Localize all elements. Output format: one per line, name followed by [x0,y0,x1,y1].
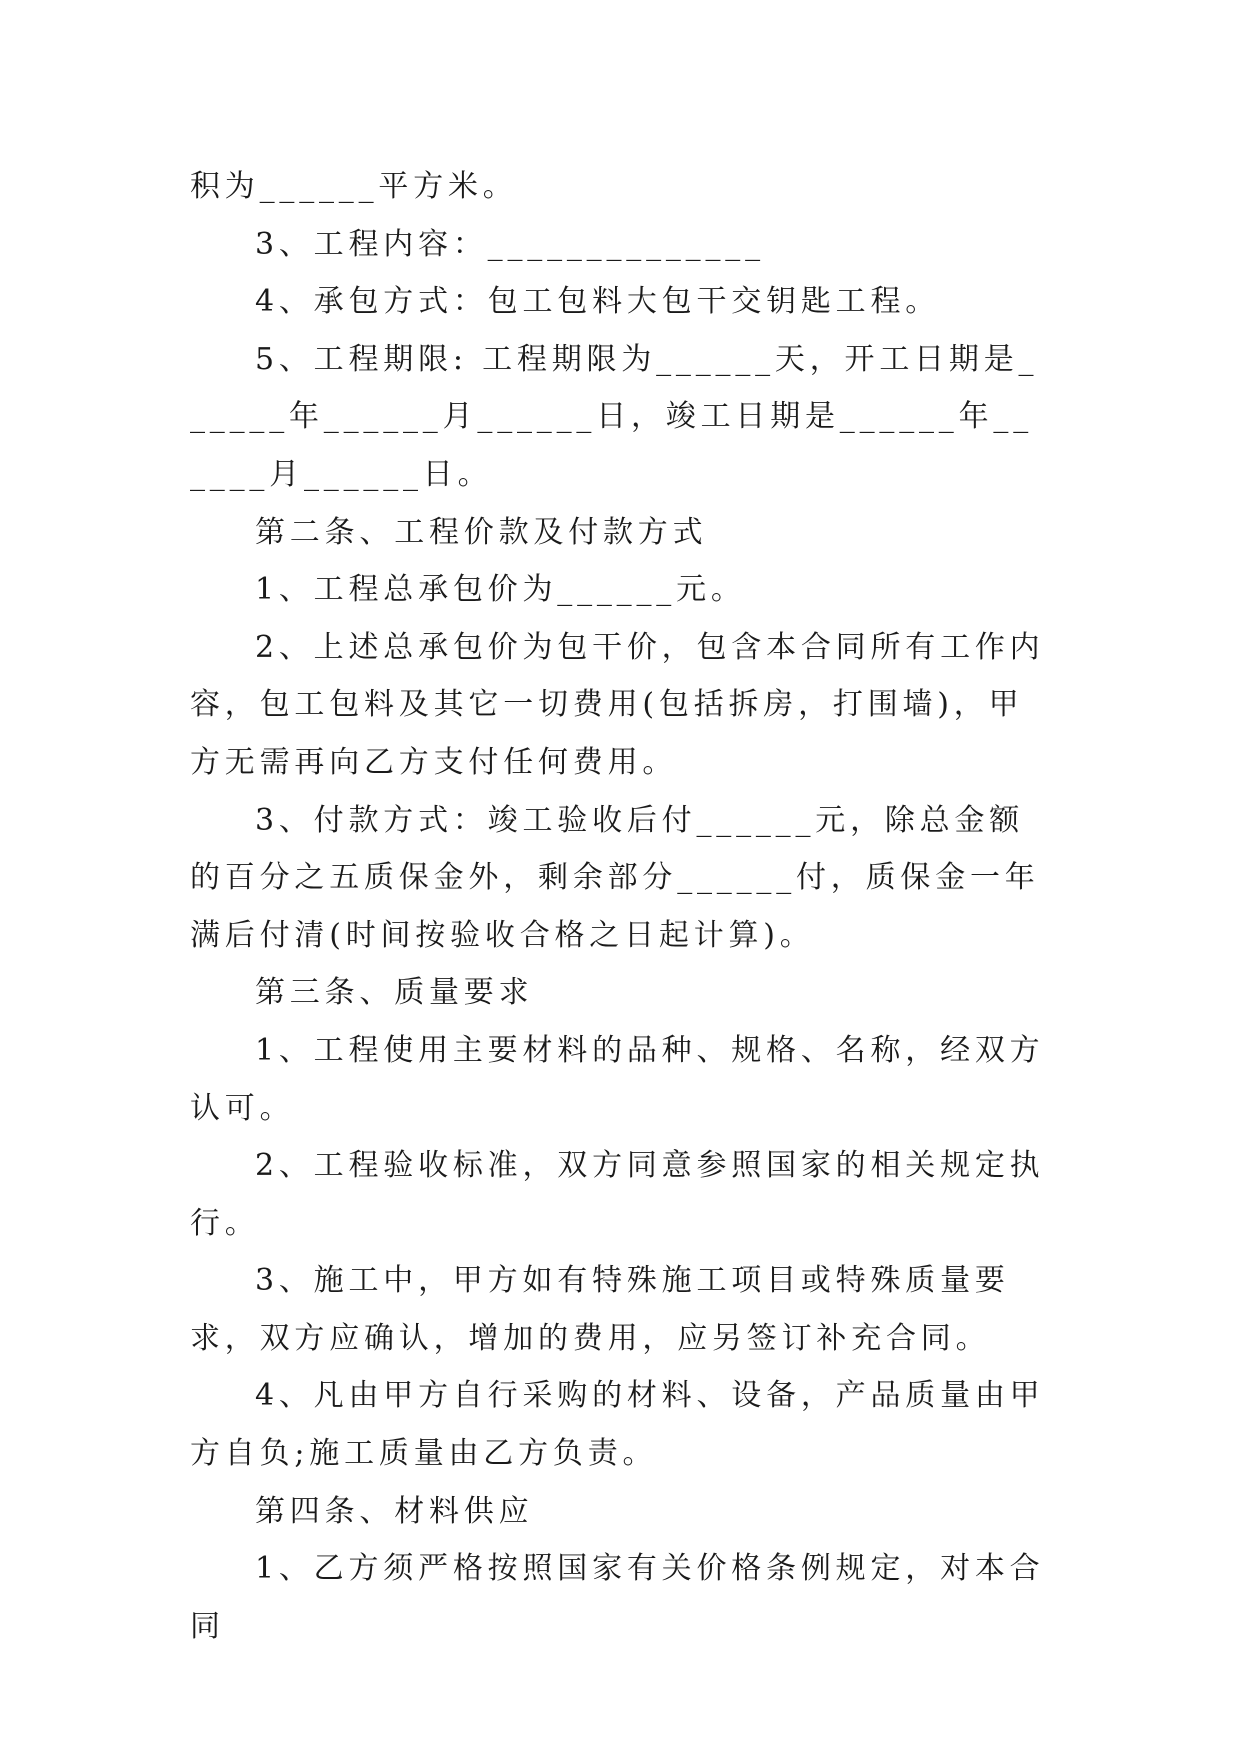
paragraph-project-content: 3、工程内容：______________ [255,226,765,262]
paragraph-quality-responsibility: 4、凡由甲方自行采购的材料、设备，产品质量由甲方自负;施工质量由乙方负责。 [190,1378,1045,1472]
section-heading-price-payment: 第二条、工程价款及付款方式 [255,514,708,550]
paragraph-acceptance-standard: 2、工程验收标准，双方同意参照国家的相关规定执行。 [190,1148,1045,1241]
paragraph-project-period: 5、工程期限: 工程期限为______天，开工日期是______年______月______日，竣工日期是______年______月______日。 [190,341,1039,492]
section-heading-quality: 第三条、质量要求 [255,975,534,1011]
paragraph-total-price: 1、工程总承包价为______元。 [255,572,746,608]
paragraph-materials-approval: 1、工程使用主要材料的品种、规格、名称，经双方认可。 [190,1032,1045,1126]
paragraph-contract-method: 4、承包方式：包工包料大包干交钥匙工程。 [255,284,941,320]
paragraph-special-requirements: 3、施工中，甲方如有特殊施工项目或特殊质量要求，双方应确认，增加的费用，应另签订补充合同。 [190,1263,1010,1356]
paragraph-payment-method: 3、付款方式：竣工验收后付______元，除总金额的百分之五质保金外，剩余部分______付，质保金一年满后付清(时间按验收合格之日起计算)。 [190,802,1040,953]
paragraph-price-regulations: 1、乙方须严格按照国家有关价格条例规定，对本合同 [190,1551,1045,1644]
paragraph-lump-sum: 2、上述总承包价为包干价，包含本合同所有工作内容，包工包料及其它一切费用(包括拆房，打围墙)，甲方无需再向乙方支付任何费用。 [190,629,1045,780]
paragraph-area-continuation: 积为______平方米。 [190,169,518,204]
document-body [190,158,1050,1655]
section-heading-material-supply: 第四条、材料供应 [255,1493,534,1529]
